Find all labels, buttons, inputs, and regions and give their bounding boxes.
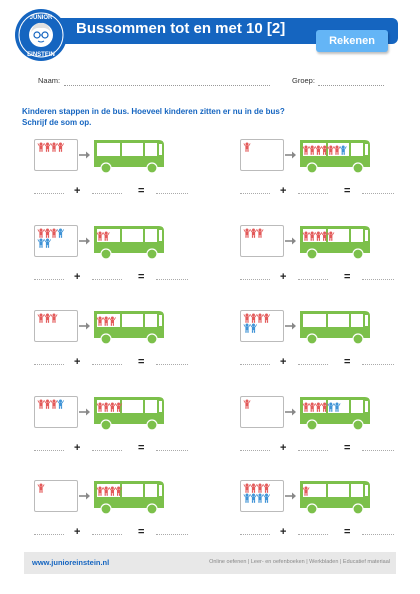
- bus-icon: [300, 397, 370, 430]
- answer-field[interactable]: [362, 193, 394, 194]
- exercise-10: [240, 477, 400, 549]
- plus-sign: +: [280, 271, 287, 283]
- addend-1-field[interactable]: [34, 279, 64, 280]
- addend-1-field[interactable]: [240, 193, 270, 194]
- plus-sign: +: [280, 185, 287, 197]
- instruction: [22, 106, 402, 128]
- equals-sign: =: [344, 185, 351, 197]
- answer-field[interactable]: [156, 279, 188, 280]
- addend-2-field[interactable]: [298, 279, 328, 280]
- equals-sign: =: [138, 271, 145, 283]
- addend-1-field[interactable]: [34, 364, 64, 365]
- instruction-line-1: Kinderen stappen in de bus. Hoeveel kinderen zitten er nu in de bus?: [22, 107, 285, 116]
- exercise-5: [34, 307, 194, 379]
- exercise-9: [34, 477, 194, 549]
- bus-icon: [94, 311, 164, 344]
- addend-2-field[interactable]: [92, 450, 122, 451]
- answer-field[interactable]: [156, 364, 188, 365]
- answer-field[interactable]: [156, 534, 188, 535]
- instruction-line-2: Schrijf de som op.: [22, 118, 92, 127]
- bus-scene: [240, 136, 400, 180]
- arrow-icon: [285, 238, 296, 245]
- page-title: Bussommen tot en met 10 [2]: [76, 20, 286, 37]
- subject-badge: Rekenen: [316, 30, 388, 52]
- plus-sign: +: [280, 526, 287, 538]
- answer-field[interactable]: [362, 534, 394, 535]
- plus-sign: +: [74, 271, 81, 283]
- equals-sign: =: [344, 356, 351, 368]
- plus-sign: +: [280, 356, 287, 368]
- bus-icon: [300, 140, 370, 173]
- bus-icon: [300, 481, 370, 514]
- equals-sign: =: [138, 185, 145, 197]
- exercise-7: [34, 393, 194, 465]
- addend-1-field[interactable]: [240, 450, 270, 451]
- bus-icon: [94, 481, 164, 514]
- bus-scene: [34, 136, 194, 180]
- addend-1-field[interactable]: [240, 279, 270, 280]
- equals-sign: =: [344, 271, 351, 283]
- group-label: Groep:: [292, 76, 315, 85]
- footer-links[interactable]: Online oefenen | Leer- en oefenboeken | Werkbladen | Educatief materiaal: [209, 559, 390, 565]
- arrow-icon: [79, 238, 90, 245]
- logo-text-bottom: EINSTEIN: [27, 52, 55, 58]
- answer-field[interactable]: [156, 450, 188, 451]
- equals-sign: =: [138, 526, 145, 538]
- bus-scene: [240, 393, 400, 437]
- addend-2-field[interactable]: [92, 364, 122, 365]
- bus-scene: [34, 222, 194, 266]
- bus-scene: [34, 393, 194, 437]
- addend-1-field[interactable]: [240, 534, 270, 535]
- exercise-4: [240, 222, 400, 294]
- exercise-1: [34, 136, 194, 208]
- addend-2-field[interactable]: [92, 279, 122, 280]
- answer-field[interactable]: [362, 364, 394, 365]
- arrow-icon: [285, 152, 296, 159]
- plus-sign: +: [74, 356, 81, 368]
- plus-sign: +: [74, 442, 81, 454]
- exercise-2: [240, 136, 400, 208]
- plus-sign: +: [74, 526, 81, 538]
- bus-scene: [34, 307, 194, 351]
- addend-2-field[interactable]: [92, 193, 122, 194]
- name-field[interactable]: [64, 85, 270, 86]
- equals-sign: =: [344, 526, 351, 538]
- footer: [24, 552, 396, 574]
- bus-icon: [94, 140, 164, 173]
- arrow-icon: [285, 493, 296, 500]
- addend-2-field[interactable]: [298, 450, 328, 451]
- plus-sign: +: [74, 185, 81, 197]
- answer-field[interactable]: [156, 193, 188, 194]
- exercise-8: [240, 393, 400, 465]
- exercise-6: [240, 307, 400, 379]
- arrow-icon: [285, 323, 296, 330]
- bus-icon: [94, 226, 164, 259]
- addend-2-field[interactable]: [92, 534, 122, 535]
- arrow-icon: [79, 152, 90, 159]
- arrow-icon: [285, 409, 296, 416]
- name-label: Naam:: [38, 76, 61, 85]
- addend-2-field[interactable]: [298, 364, 328, 365]
- addend-1-field[interactable]: [240, 364, 270, 365]
- bus-scene: [240, 307, 400, 351]
- addend-2-field[interactable]: [298, 534, 328, 535]
- addend-1-field[interactable]: [34, 534, 64, 535]
- exercise-3: [34, 222, 194, 294]
- equals-sign: =: [138, 356, 145, 368]
- equals-sign: =: [344, 442, 351, 454]
- addend-1-field[interactable]: [34, 193, 64, 194]
- arrow-icon: [79, 493, 90, 500]
- answer-field[interactable]: [362, 450, 394, 451]
- addend-1-field[interactable]: [34, 450, 64, 451]
- bus-scene: [240, 222, 400, 266]
- bus-scene: [34, 477, 194, 521]
- group-field[interactable]: [318, 85, 384, 86]
- arrow-icon: [79, 323, 90, 330]
- arrow-icon: [79, 409, 90, 416]
- logo-text-top: JUNIOR: [29, 15, 53, 21]
- bus-icon: [94, 397, 164, 430]
- answer-field[interactable]: [362, 279, 394, 280]
- bus-icon: [300, 226, 370, 259]
- bus-scene: [240, 477, 400, 521]
- plus-sign: +: [280, 442, 287, 454]
- addend-2-field[interactable]: [298, 193, 328, 194]
- footer-url-link[interactable]: www.junioreinstein.nl: [32, 558, 110, 567]
- equals-sign: =: [138, 442, 145, 454]
- bus-icon: [300, 311, 370, 344]
- junior-einstein-logo: [14, 8, 68, 62]
